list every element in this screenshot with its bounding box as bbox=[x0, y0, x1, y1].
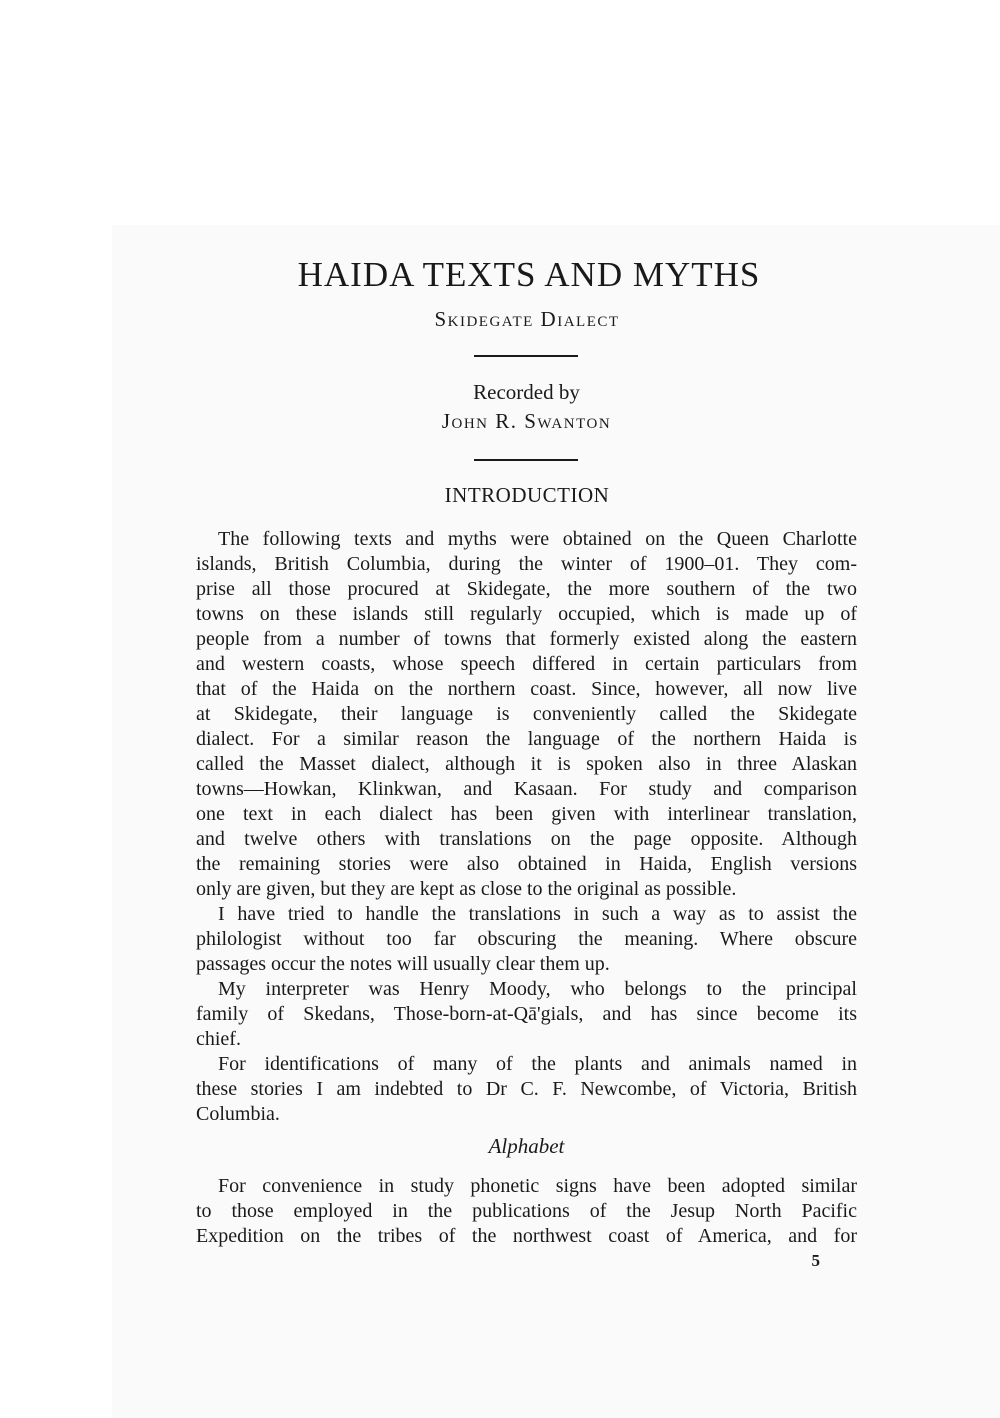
text-line: people from a number of towns that formerly existed along the eastern bbox=[196, 628, 857, 650]
text-line: and twelve others with translations on the page opposite. Although bbox=[196, 828, 857, 850]
text-line: The following texts and myths were obtained on the Queen Charlotte bbox=[218, 528, 857, 550]
text-line: family of Skedans, Those-born-at-Qā'gials, and has since become its bbox=[196, 1003, 857, 1025]
text-line: called the Masset dialect, although it is spoken also in three Alaskan bbox=[196, 753, 857, 775]
text-line: these stories I am indebted to Dr C. F. Newcombe, of Victoria, British bbox=[196, 1078, 857, 1100]
text-line: chief. bbox=[196, 1028, 241, 1050]
text-line: to those employed in the publications of the Jesup North Pacific bbox=[196, 1200, 857, 1222]
text-line: one text in each dialect has been given with interlinear translation, bbox=[196, 803, 857, 825]
text-line: and western coasts, whose speech differed in certain particulars from bbox=[196, 653, 857, 675]
page-number: 5 bbox=[811, 1251, 820, 1270]
text-line: that of the Haida on the northern coast. Since, however, all now live bbox=[196, 678, 857, 700]
text-line: For convenience in study phonetic signs have been adopted similar bbox=[218, 1175, 857, 1197]
text-line: philologist without too far obscuring the meaning. Where obscure bbox=[196, 928, 857, 950]
text-line: towns on these islands still regularly occupied, which is made up of bbox=[196, 603, 857, 625]
text-line: islands, British Columbia, during the winter of 1900–01. They com- bbox=[196, 553, 857, 575]
text-line: I have tried to handle the translations in such a way as to assist the bbox=[218, 903, 857, 925]
text-line: My interpreter was Henry Moody, who belongs to the principal bbox=[218, 978, 857, 1000]
alphabet-heading: Alphabet bbox=[488, 1134, 565, 1158]
divider-rule bbox=[474, 459, 578, 461]
book-title: HAIDA TEXTS AND MYTHS bbox=[297, 255, 761, 294]
text-line: dialect. For a similar reason the language of the northern Haida is bbox=[196, 728, 857, 750]
text-line: Columbia. bbox=[196, 1103, 280, 1125]
introduction-heading: INTRODUCTION bbox=[444, 483, 610, 507]
text-line: Expedition on the tribes of the northwest coast of America, and for bbox=[196, 1225, 857, 1247]
text-line: towns—Howkan, Klinkwan, and Kasaan. For study and comparison bbox=[196, 778, 857, 800]
text-line: passages occur the notes will usually clear them up. bbox=[196, 953, 610, 975]
recorded-by-label: Recorded by bbox=[473, 380, 580, 404]
text-line: For identifications of many of the plants and animals named in bbox=[218, 1053, 857, 1075]
text-line: at Skidegate, their language is conveniently called the Skidegate bbox=[196, 703, 857, 725]
book-subtitle: Skidegate Dialect bbox=[434, 307, 620, 331]
text-line: only are given, but they are kept as close to the original as possible. bbox=[196, 878, 737, 900]
text-line: prise all those procured at Skidegate, the more southern of the two bbox=[196, 578, 857, 600]
author-name: John R. Swanton bbox=[441, 409, 612, 433]
divider-rule bbox=[474, 355, 578, 357]
text-line: the remaining stories were also obtained in Haida, English versions bbox=[196, 853, 857, 875]
